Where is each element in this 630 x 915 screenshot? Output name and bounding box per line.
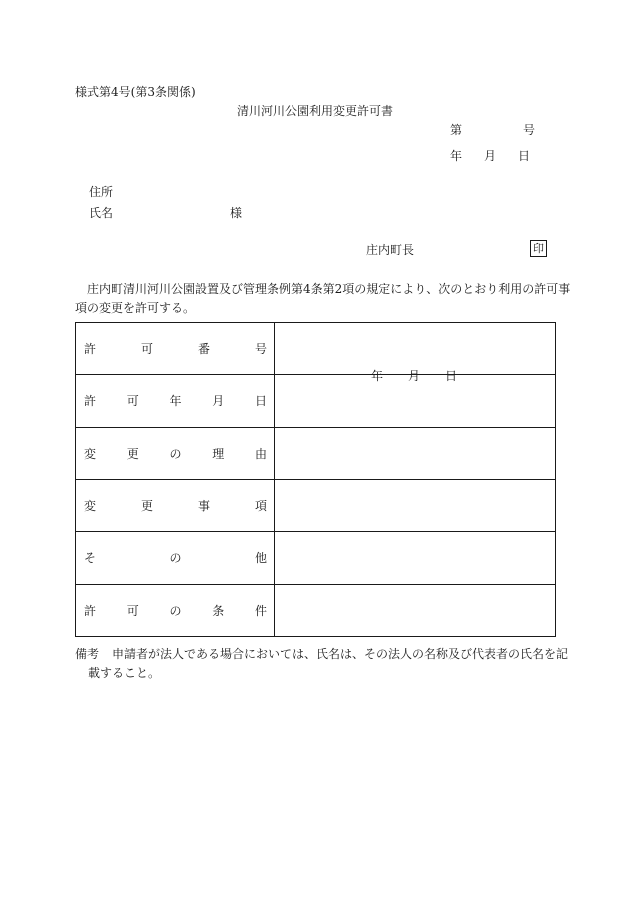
table-row bbox=[76, 479, 556, 531]
row-value-cell bbox=[275, 369, 556, 427]
label-char: 可 bbox=[126, 394, 139, 409]
number-prefix: 第 bbox=[450, 123, 463, 137]
row-label bbox=[76, 445, 274, 462]
row-label bbox=[76, 602, 274, 619]
body-text-line-1 bbox=[75, 281, 570, 297]
row-label-cell bbox=[76, 375, 275, 427]
label-char: 更 bbox=[126, 446, 139, 461]
row-value-cell bbox=[275, 532, 556, 584]
label-char: 日 bbox=[254, 394, 267, 409]
date-day: 日 bbox=[445, 369, 458, 384]
table-row bbox=[76, 584, 556, 636]
label-char: 許 bbox=[84, 603, 97, 618]
date-year: 年 bbox=[450, 149, 463, 163]
label-char: 条 bbox=[212, 603, 225, 618]
document-title: 清川河川公園利用変更許可書 bbox=[236, 104, 393, 118]
table-row bbox=[76, 375, 556, 427]
remarks-text-line-1: 申請者が法人である場合においては、氏名は、その法人の名称及び代表者の氏名を記 bbox=[112, 647, 569, 661]
remarks-text-line-2: 載すること。 bbox=[88, 666, 161, 680]
label-char: 年 bbox=[169, 394, 182, 409]
row-label-cell bbox=[76, 323, 275, 375]
table-row bbox=[76, 323, 556, 375]
row-label-cell bbox=[76, 427, 275, 479]
row-label bbox=[76, 392, 274, 409]
row-label-cell bbox=[76, 532, 275, 584]
honorific: 様 bbox=[230, 206, 243, 220]
label-char: の bbox=[169, 551, 182, 566]
row-label bbox=[76, 497, 274, 514]
label-char: 番 bbox=[197, 342, 210, 357]
label-char: 号 bbox=[254, 342, 267, 357]
form-number: 様式第4号(第3条関係) bbox=[75, 85, 196, 99]
permit-details-table bbox=[75, 322, 556, 637]
issuer-title: 庄内町長 bbox=[366, 243, 415, 257]
date-year: 年 bbox=[371, 369, 384, 384]
label-char: 事 bbox=[197, 499, 210, 514]
row-value-cell bbox=[275, 479, 556, 531]
row-label-cell bbox=[76, 584, 275, 636]
seal-mark: 印 bbox=[530, 240, 547, 257]
label-char: 他 bbox=[254, 551, 267, 566]
remarks-label: 備考 bbox=[75, 647, 100, 661]
body-text-1: 庄内町清川河川公園設置及び管理条例第4条第2項の規定により、次のとおり利用の許可事 bbox=[87, 282, 571, 296]
number-suffix: 号 bbox=[522, 123, 535, 137]
row-label bbox=[76, 549, 274, 566]
table-row bbox=[76, 427, 556, 479]
label-char: 変 bbox=[84, 499, 97, 514]
label-char: 理 bbox=[212, 446, 225, 461]
label-char: そ bbox=[84, 551, 97, 566]
label-char: 可 bbox=[126, 603, 139, 618]
label-char: の bbox=[169, 446, 182, 461]
name-label: 氏名 bbox=[89, 206, 114, 220]
row-label-cell bbox=[76, 479, 275, 531]
label-char: の bbox=[169, 603, 182, 618]
date-month: 月 bbox=[408, 369, 421, 384]
row-value-cell bbox=[275, 427, 556, 479]
label-char: 更 bbox=[140, 499, 153, 514]
label-char: 可 bbox=[140, 342, 153, 357]
label-char: 月 bbox=[212, 394, 225, 409]
date-month: 月 bbox=[483, 149, 496, 163]
label-char: 由 bbox=[254, 446, 267, 461]
label-char: 許 bbox=[84, 394, 97, 409]
label-char: 件 bbox=[254, 603, 267, 618]
issue-date-line bbox=[450, 148, 530, 164]
body-text-line-2: 項の変更を許可する。 bbox=[75, 301, 196, 315]
permit-number-line bbox=[450, 122, 535, 138]
row-value-cell bbox=[275, 584, 556, 636]
label-char: 変 bbox=[84, 446, 97, 461]
table-row bbox=[76, 532, 556, 584]
permit-date-value bbox=[275, 369, 555, 426]
address-label: 住所 bbox=[89, 185, 114, 199]
label-char: 項 bbox=[254, 499, 267, 514]
label-char: 許 bbox=[84, 342, 97, 357]
date-day: 日 bbox=[517, 149, 530, 163]
row-label bbox=[76, 340, 274, 357]
